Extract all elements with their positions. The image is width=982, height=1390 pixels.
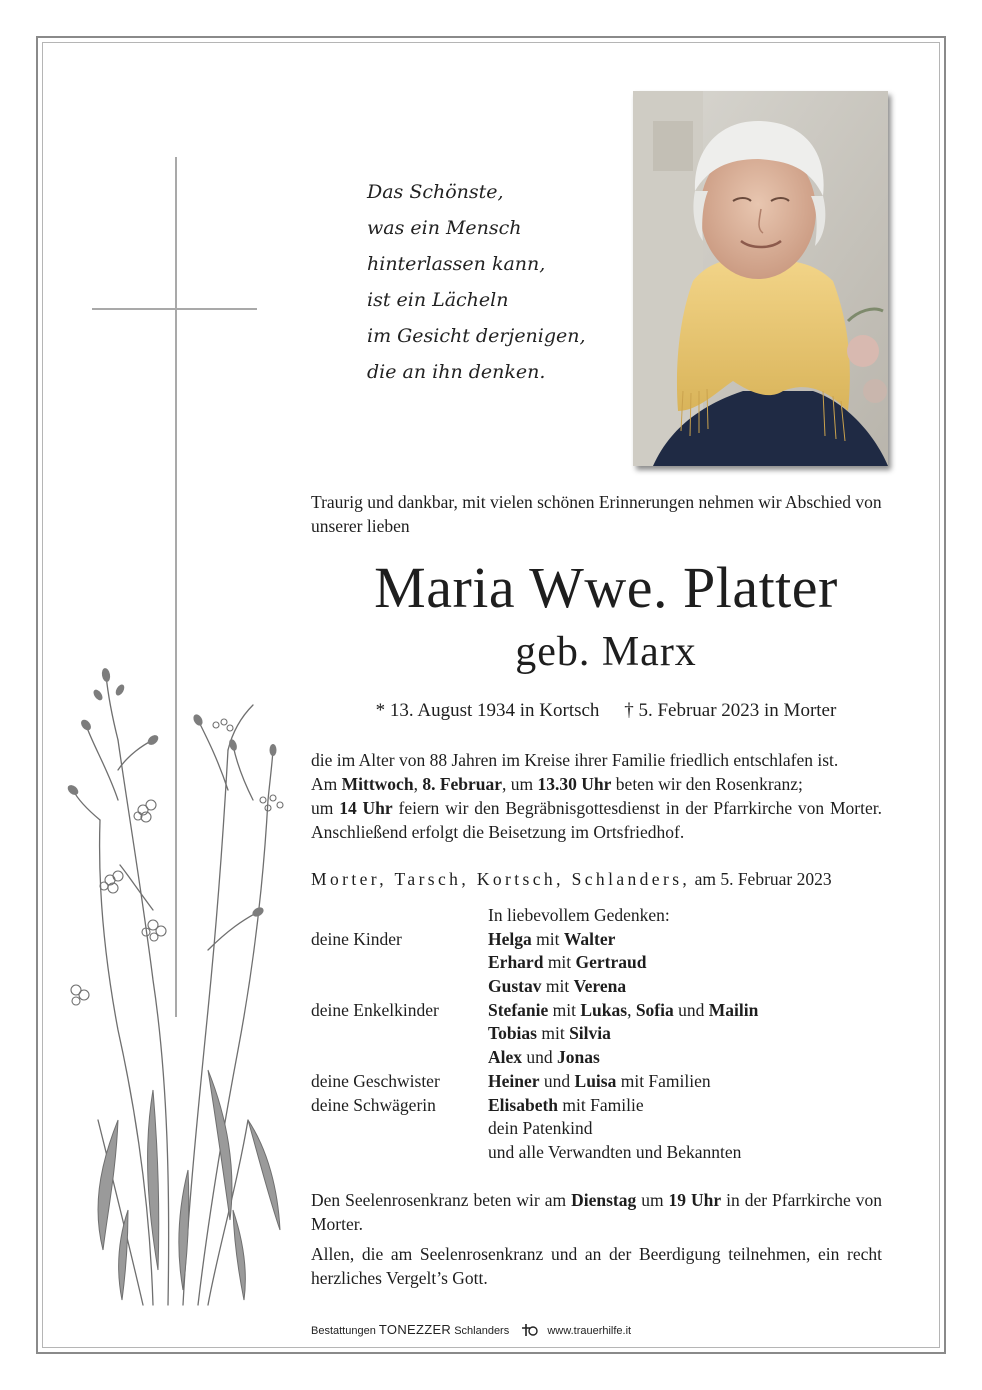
relation-label: deine Geschwister [311, 1070, 440, 1091]
life-dates [311, 698, 901, 724]
relative-names: Elisabeth mit Familie [488, 1094, 644, 1115]
birth-date: * 13. August 1934 in Kortsch [375, 700, 600, 721]
footer-brand: TONEZZER [378, 1322, 452, 1337]
family-row [311, 1046, 882, 1070]
relative-names: Gustav mit Verena [488, 976, 627, 997]
family-row [311, 999, 882, 1023]
notice-date: am 5. Februar 2023 [694, 869, 832, 889]
funeral-time: 14 Uhr [339, 798, 393, 818]
quote-line: hinterlassen kann, [367, 253, 546, 275]
family-heading-row [311, 904, 882, 928]
closing-text [311, 1188, 882, 1296]
quote-line: im Gesicht derjenigen, [367, 325, 586, 347]
family-row [311, 951, 882, 975]
quote-line: Das Schönste, [367, 181, 504, 203]
trauerhilfe-logo-icon [520, 1323, 540, 1337]
quote-line: ist ein Lächeln [367, 289, 509, 311]
relative-names: Helga mit Walter [488, 928, 616, 949]
family-list [311, 904, 882, 1165]
deceased-name: Maria Wwe. Platter [374, 555, 838, 620]
closing-thanks: Allen, die am Seelenrosenkranz und an der Beerdigung teilnehmen, ein recht herzliches Vergelt’s Gott. [311, 1244, 882, 1288]
footer-url: www.trauerhilfe.it [547, 1325, 632, 1337]
funeral-details [311, 748, 882, 844]
quote-line: die an ihn denken. [367, 361, 546, 383]
closing-rosary: Den Seelenrosenkranz beten wir am Dienstag um 19 Uhr in der Pfarrkirche von Morter. [311, 1190, 882, 1234]
passing-sentence: die im Alter von 88 Jahren im Kreise ihrer Familie friedlich entschlafen ist. [311, 750, 839, 770]
cross-horizontal-bar [92, 308, 257, 310]
family-heading: In liebevollem Gedenken: [488, 905, 670, 925]
rosary-date: 8. Februar [422, 774, 503, 794]
relative-names: dein Patenkind [488, 1118, 593, 1139]
intro-text: Traurig und dankbar, mit vielen schönen Erinnerungen nehmen wir Abschied von unserer lieben [311, 492, 882, 536]
closing-day: Dienstag [571, 1190, 637, 1210]
relative-names: Tobias mit Silvia [488, 1023, 611, 1044]
family-row [311, 1094, 882, 1118]
places-and-date [311, 867, 882, 891]
birth-name: geb. Marx [515, 629, 697, 675]
places-list: Morter, Tarsch, Kortsch, Schlanders, [311, 869, 691, 889]
rosary-day: Mittwoch [341, 774, 414, 794]
death-date: † 5. Februar 2023 in Morter [624, 700, 837, 721]
family-row [311, 1141, 882, 1165]
relative-names: Stefanie mit Lukas, Sofia und Mailin [488, 999, 759, 1020]
relative-names: Alex und Jonas [488, 1047, 600, 1068]
portrait-photo [633, 91, 888, 466]
wildflower-illustration [58, 650, 308, 1310]
relative-names: und alle Verwandten und Bekannten [488, 1141, 742, 1162]
rosary-time: 13.30 Uhr [537, 774, 612, 794]
relative-names: Heiner und Luisa mit Familien [488, 1070, 711, 1091]
family-row [311, 928, 882, 952]
memorial-quote [367, 174, 586, 390]
footer-town: Schlanders [454, 1325, 510, 1337]
relation-label: deine Kinder [311, 928, 402, 949]
family-rows [311, 928, 882, 1165]
family-row [311, 1117, 882, 1141]
footer [311, 1323, 641, 1338]
family-row [311, 1070, 882, 1094]
family-row [311, 1022, 882, 1046]
relative-names: Erhard mit Gertraud [488, 952, 647, 973]
relation-label: deine Enkelkinder [311, 999, 439, 1020]
funeral-sentence: um 14 Uhr feiern wir den Begräbnisgottesdienst in der Pfarrkirche von Morter. Anschließend erfolgt die Beisetzung im Ortsfriedhof. [311, 798, 882, 842]
quote-line: was ein Mensch [367, 217, 522, 239]
relation-label: deine Schwägerin [311, 1094, 436, 1115]
family-row [311, 975, 882, 999]
closing-time: 19 Uhr [668, 1190, 722, 1210]
footer-prefix: Bestattungen [311, 1325, 376, 1337]
rosary-sentence: Am Mittwoch, 8. Februar, um 13.30 Uhr beten wir den Rosenkranz; [311, 774, 803, 794]
